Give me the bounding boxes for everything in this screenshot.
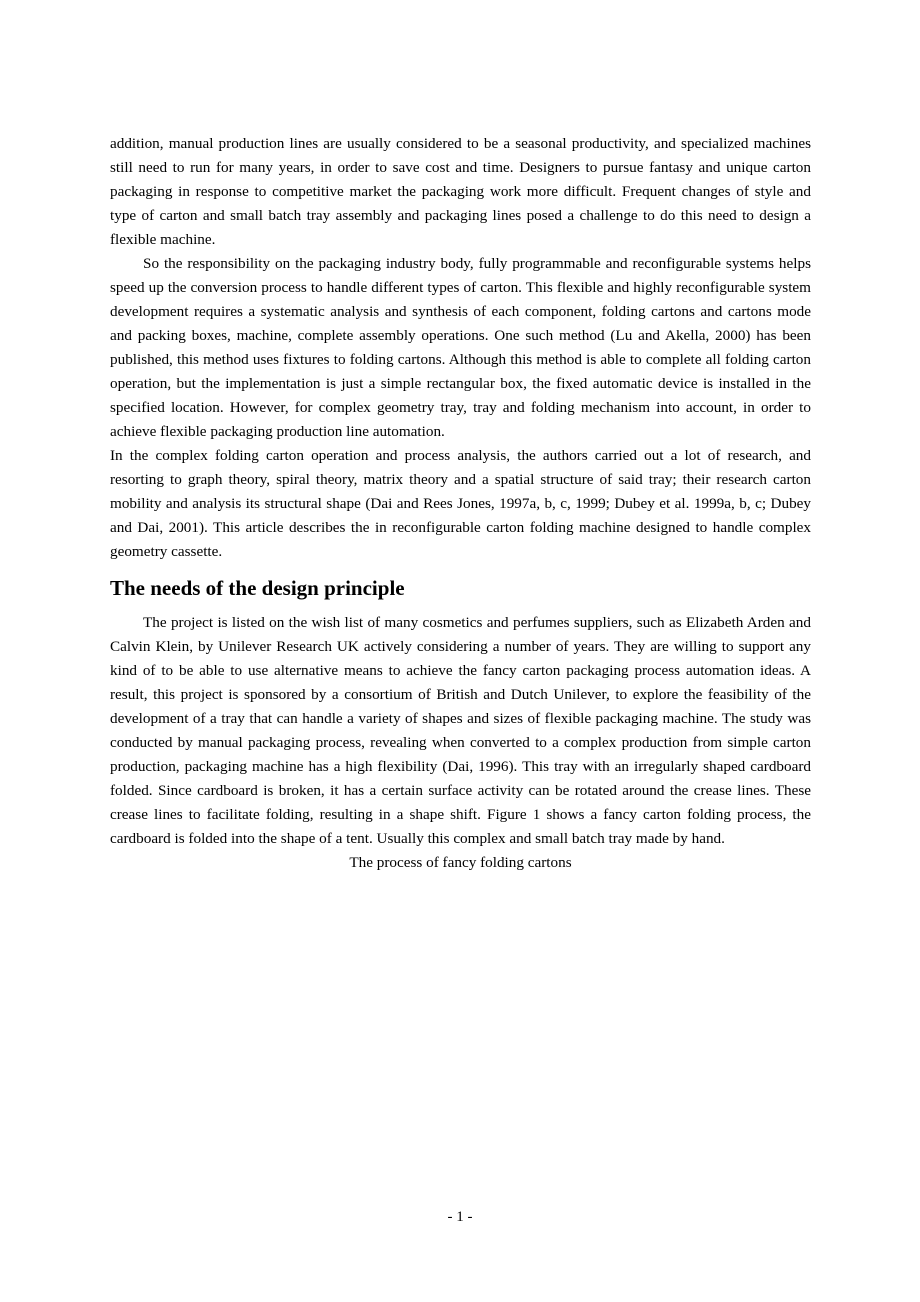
figure-caption: The process of fancy folding cartons	[349, 854, 572, 871]
body-paragraph-4: The project is listed on the wish list of many cosmetics and perfumes suppliers, such as Elizabeth Arden and Calvin Klein, by Unilever Research UK actively considering a number of years. They are willing to support any kind of to be able to use alternative means to achieve the fancy carton packaging process automation ideas. A result, this project is sponsored by a consortium of British and Dutch Unilever, to explore the feasibility of the development of a tray that can handle a variety of shapes and sizes of flexible packaging machine. The study was conducted by manual packaging process, revealing when converted to a complex production from simple carton production, packaging machine has a high flexibility (Dai, 1996). This tray with an irregularly shaped cardboard folded. Since cardboard is broken, it has a certain surface activity can be rotated around the crease lines. These crease lines to facilitate folding, resulting in a shape shift. Figure 1 shows a fancy carton folding process, the cardboard is folded into the shape of a tent. Usually this complex and small batch tray made by hand.	[110, 614, 811, 847]
body-paragraph-1: addition, manual production lines are usually considered to be a seasonal productivity, and specialized machines still need to run for many years, in order to save cost and time. Designers to pursue fantasy and unique carton packaging in response to competitive market the packaging work more difficult. Frequent changes of style and type of carton and small batch tray assembly and packaging lines posed a challenge to do this need to design a flexible machine.	[110, 135, 811, 248]
section-heading: The needs of the design principle	[110, 576, 405, 600]
body-paragraph-2: So the responsibility on the packaging industry body, fully programmable and reconfigurable systems helps speed up the conversion process to handle different types of carton. This flexible and highly reconfigurable system development requires a systematic analysis and synthesis of each component, folding cartons and cartons mode and packing boxes, machine, complete assembly operations. One such method (Lu and Akella, 2000) has been published, this method uses fixtures to folding cartons. Although this method is able to complete all folding carton operation, but the implementation is just a simple rectangular box, the fixed automatic device is installed in the specified location. However, for complex geometry tray, tray and folding mechanism into account, in order to achieve flexible packaging production line automation.	[110, 255, 811, 440]
page-body	[110, 132, 811, 875]
body-paragraph-3: In the complex folding carton operation and process analysis, the authors carried out a lot of research, and resorting to graph theory, spiral theory, matrix theory and a spatial structure of said tray; their research carton mobility and analysis its structural shape (Dai and Rees Jones, 1997a, b, c, 1999; Dubey et al. 1999a, b, c; Dubey and Dai, 2001). This article describes the in reconfigurable carton folding machine designed to handle complex geometry cassette.	[110, 447, 811, 560]
page-number: - 1 -	[447, 1209, 473, 1225]
